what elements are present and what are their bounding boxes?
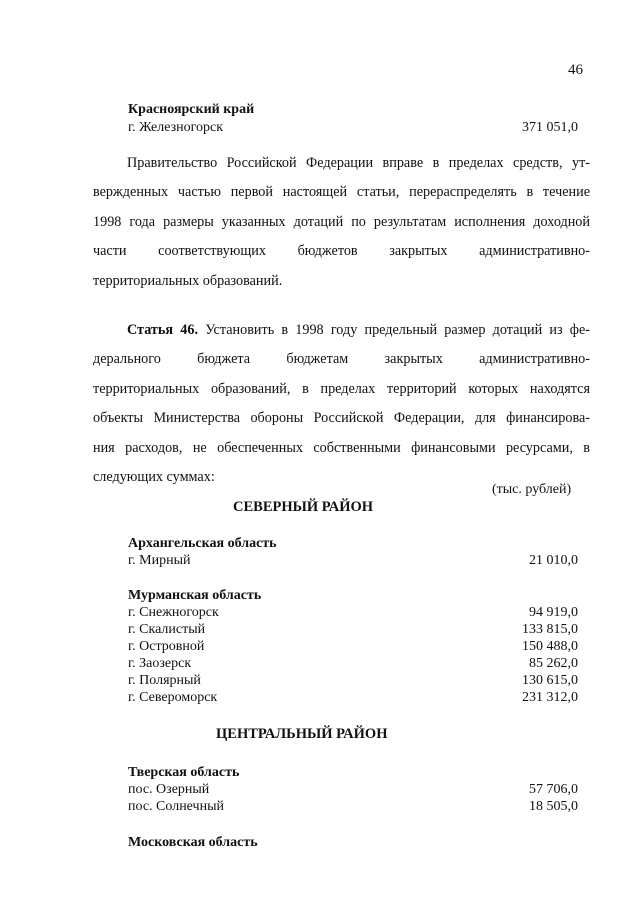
row-value: 231 312,0 — [522, 690, 578, 705]
paragraph-line: 1998 года размеры указанных дотаций по результатам исполнения доходной — [93, 213, 590, 230]
paragraph-redistribution — [93, 149, 590, 296]
table-row — [128, 604, 578, 621]
row-value: 57 706,0 — [529, 782, 578, 797]
article-46 — [93, 316, 590, 492]
region-heading-krasnoyarsk: Красноярский край — [128, 102, 255, 117]
row-name: г. Железногорск — [128, 120, 224, 135]
page-number: 46 — [568, 62, 583, 78]
paragraph-line: территориальных образований. — [93, 272, 283, 289]
article-line: объекты Министерства обороны Российской Федерации, для финансирова- — [93, 410, 590, 427]
region-heading-arkhangelsk: Архангельская область — [128, 536, 277, 551]
row-value: 85 262,0 — [529, 656, 578, 671]
article-line: ния расходов, не обеспеченных собственными финансовыми ресурсами, в — [93, 439, 590, 456]
row-name: г. Мирный — [128, 553, 191, 568]
table-row — [128, 672, 578, 689]
row-name: пос. Озерный — [128, 782, 210, 797]
paragraph-line: Правительство Российской Федерации вправе в пределах средств, ут- — [127, 155, 590, 171]
table-row — [128, 621, 578, 638]
row-value: 133 815,0 — [522, 622, 578, 637]
units-label: (тыс. рублей) — [492, 482, 572, 497]
row-value: 21 010,0 — [529, 553, 578, 568]
row-name: г. Скалистый — [128, 622, 206, 637]
row-value: 18 505,0 — [529, 799, 578, 814]
row-name: г. Североморск — [128, 690, 218, 705]
row-name: пос. Солнечный — [128, 799, 224, 814]
district-heading-central: ЦЕНТРАЛЬНЫЙ РАЙОН — [216, 726, 388, 742]
row-value: 150 488,0 — [522, 639, 578, 654]
table-row-zheleznogorsk — [128, 119, 578, 136]
article-line: территориальных образований, в пределах территорий которых находятся — [93, 380, 590, 397]
region-heading-tver: Тверская область — [128, 765, 240, 780]
district-heading-north: СЕВЕРНЫЙ РАЙОН — [233, 499, 374, 515]
row-name: г. Снежногорск — [128, 605, 219, 620]
region-heading-murmansk: Мурманская область — [128, 588, 262, 603]
article-first-line-text: Установить в 1998 году предельный размер дотаций из фе- — [198, 322, 591, 338]
region-heading-moscow: Московская область — [128, 835, 258, 850]
row-value: 94 919,0 — [529, 605, 578, 620]
table-row — [128, 798, 578, 815]
table-row — [128, 552, 578, 569]
row-name: г. Островной — [128, 639, 205, 654]
table-row — [128, 689, 578, 706]
article-line: следующих суммах: — [93, 468, 215, 485]
row-value: 130 615,0 — [522, 673, 578, 688]
table-row — [128, 638, 578, 655]
paragraph-line: вержденных частью первой настоящей статьи, перераспределять в течение — [93, 184, 590, 201]
row-value: 371 051,0 — [522, 120, 578, 135]
table-row — [128, 655, 578, 672]
article-line: дерального бюджета бюджетам закрытых административно- — [93, 351, 590, 368]
table-row — [128, 781, 578, 798]
row-name: г. Полярный — [128, 673, 201, 688]
article-label: Статья 46. — [127, 322, 199, 338]
row-name: г. Заозерск — [128, 656, 192, 671]
paragraph-line: части соответствующих бюджетов закрытых административно- — [93, 243, 590, 260]
article-first-line — [93, 316, 590, 345]
